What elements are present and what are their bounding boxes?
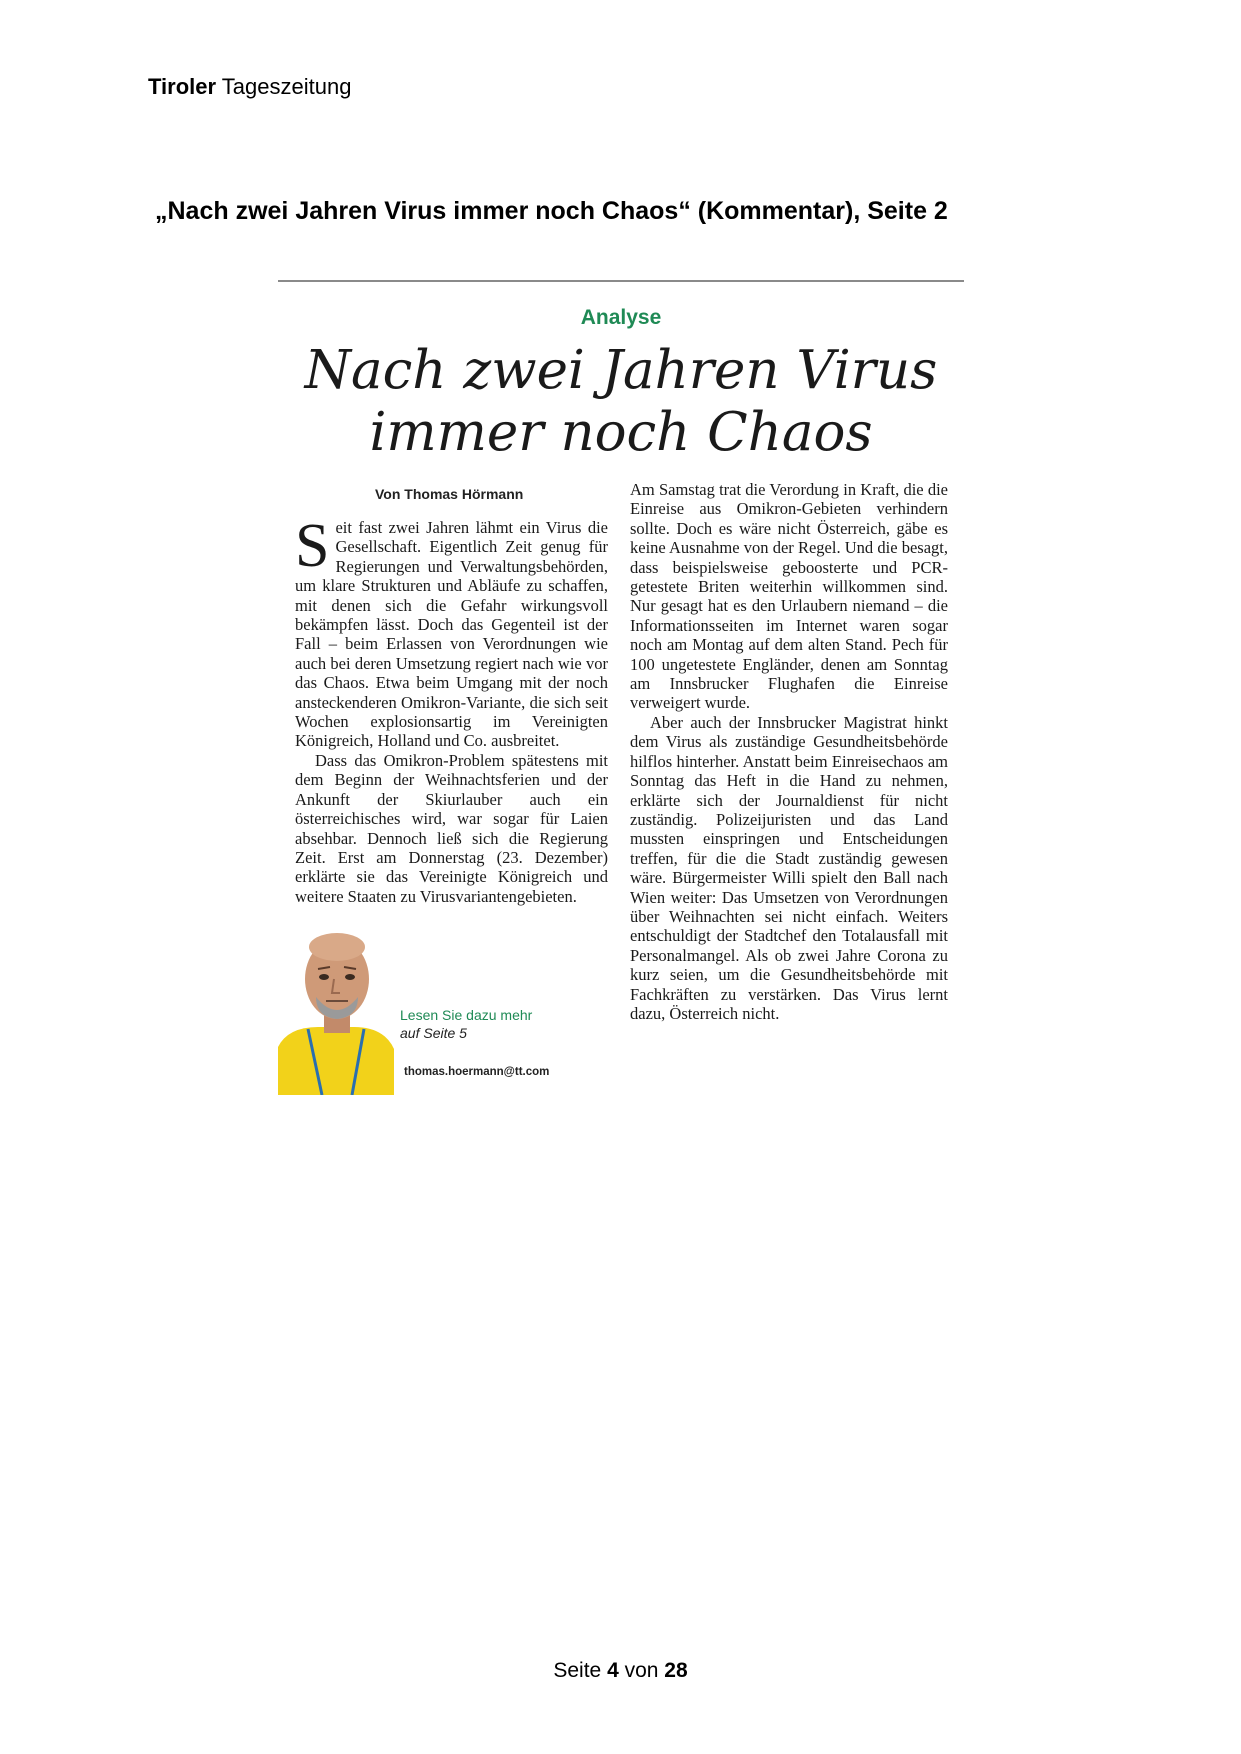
author-photo — [278, 927, 394, 1095]
current-page: 4 — [607, 1659, 619, 1682]
document-title: „Nach zwei Jahren Virus immer noch Chaos“ (Kommentar), Seite 2 — [155, 197, 948, 225]
promo-line-1: Lesen Sie dazu mehr — [400, 1007, 533, 1023]
masthead — [148, 74, 351, 100]
headline-line-2: immer noch Chaos — [369, 402, 873, 463]
left-paragraph-1: Seit fast zwei Jahren lähmt ein Virus die Gesellschaft. Eigentlich Zeit genug für Regierungen und Verwaltungsbehörden, um klare Strukturen und Abläufe zu schaffen, mit denen sich die Gefahr wirkungsvoll bekämpfen lässt. Doch das Gegenteil ist der Fall – beim Erlassen von Verordnungen wie auch bei deren Umsetzung regiert nach wie vor das Chaos. Etwa beim Umgang mit der noch ansteckenderen Omikron-Variante, die sich seit Wochen explosionsartig im Vereinigten Königreich, Holland und Co. ausbreitet. — [295, 512, 608, 751]
dropcap: S — [295, 512, 330, 580]
read-more-promo — [400, 1006, 532, 1042]
article-headline — [278, 340, 964, 464]
newspaper-clipping — [278, 280, 964, 1095]
promo-line-2: auf Seite 5 — [400, 1025, 467, 1041]
masthead-regular: Tageszeitung — [221, 74, 352, 99]
left-paragraph-2: Dass das Omikron-Problem spätestens mit dem Beginn der Weihnachtsferien und der Ankunft der Skiurlauber auch ein österreichisches wird, war sogar für Laien absehbar. Dennoch ließ sich die Regierung Zeit. Erst am Donnerstag (23. Dezember) erklärte sie das Vereinigte Königreich und weitere Staaten zu Virusvariantengebieten. — [295, 750, 608, 906]
masthead-bold: Tiroler — [148, 74, 217, 99]
article-byline: Von Thomas Hörmann — [375, 486, 524, 502]
page-footer: Seite 4 von 28 — [553, 1659, 688, 1682]
top-rule — [278, 280, 964, 282]
article-column-right — [630, 480, 948, 1023]
total-pages: 28 — [664, 1659, 688, 1682]
article-kicker: Analyse — [580, 306, 662, 329]
headline-line-1: Nach zwei Jahren Virus — [304, 340, 938, 401]
author-email: thomas.hoermann@tt.com — [404, 1066, 550, 1078]
right-paragraph-2: Aber auch der Innsbrucker Magistrat hinkt dem Virus als zuständige Gesundheitsbehörde hilflos hinterher. Anstatt beim Einreisechaos am Sonntag das Heft in die Hand zu nehmen, erklärte sich der Journaldienst für nicht zuständig. Polizeijuristen und das Land mussten einspringen und Entscheidungen treffen, für die die Stadt zuständig gewesen wäre. Bürgermeister Willi spielt den Ball nach Wien weiter: Das Umsetzen von Verordnungen über Weihnachten sei nicht einfach. Weiters entschuldigt der Stadtchef den Totalausfall mit Personalmangel. Als ob zwei Jahre Corona zu kurz seien, um die Gesundheitsbehörde mit Fachkräften zu verstärken. Das Virus lernt dazu, Österreich nicht. — [630, 712, 948, 1023]
right-paragraph-1: Am Samstag trat die Verordung in Kraft, die die Einreise aus Omikron-Gebieten verhindern sollte. Doch es wäre nicht Österreich, gäbe es keine Ausnahme von der Regel. Und die besagt, dass beispielsweise geboosterte und PCR-getestete Briten weiterhin willkommen sind. Nur gesagt hat es den Urlaubern niemand – die Informationsseiten im Internet waren sogar noch am Montag auf dem alten Stand. Pech für 100 ungetestete Engländer, denen am Sonntag am Innsbrucker Flughafen die Einreise verweigert wurde. — [630, 480, 948, 713]
